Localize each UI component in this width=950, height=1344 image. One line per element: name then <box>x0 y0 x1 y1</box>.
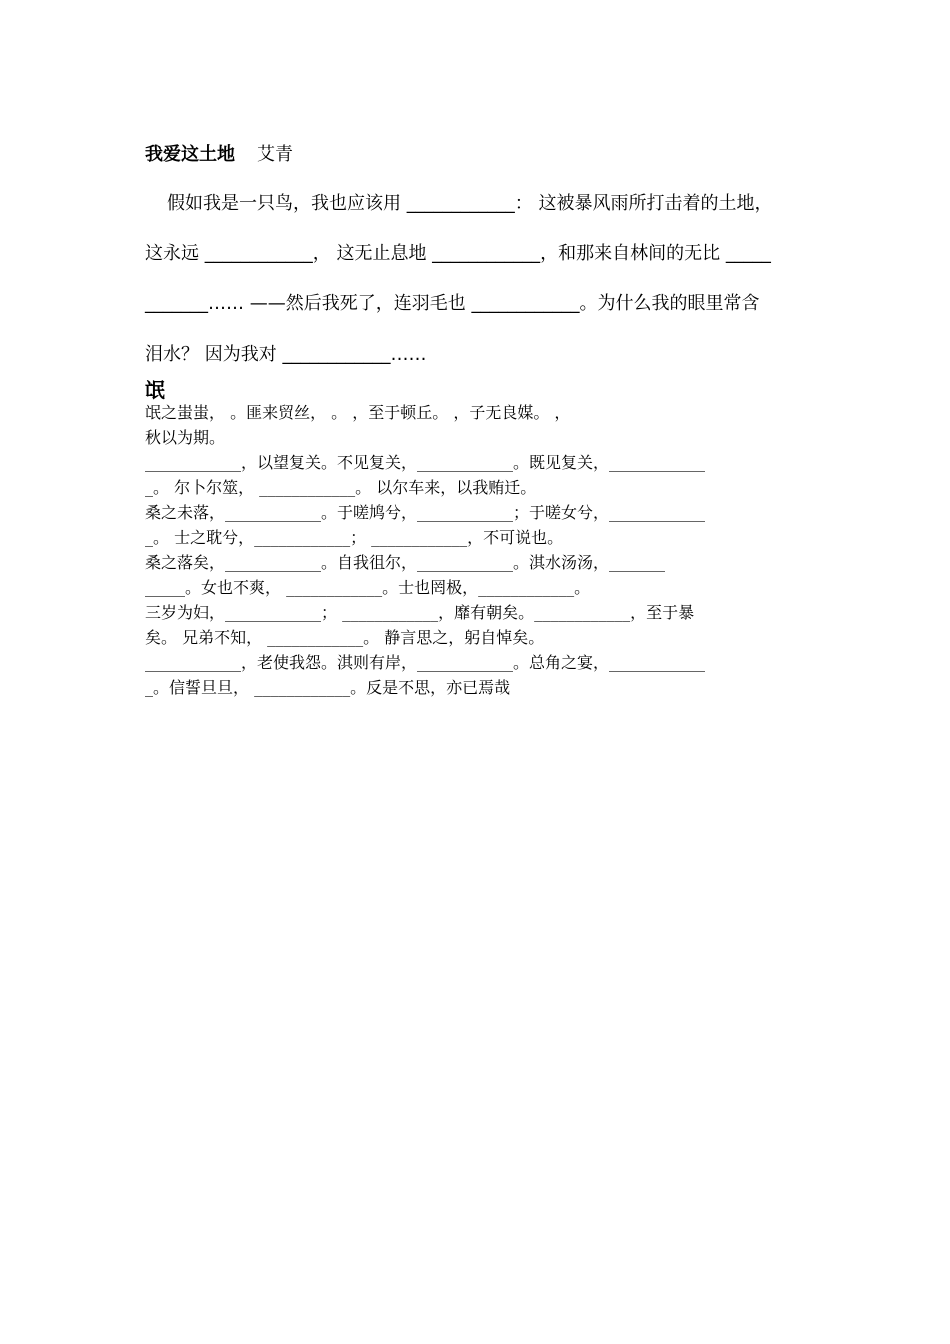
poem2-line-1: 氓之蚩蚩， 。匪来贸丝， 。 ，至于顿丘。 ，子无良媒。 ， <box>145 403 571 422</box>
poem1-line-4: 泪水？ 因为我对 ____________…… <box>145 344 427 365</box>
poem2-line-10: 矣。 兄弟不知， ____________。 静言思之，躬自悼矣。 <box>145 628 545 647</box>
poem2-line-6: _。 士之耽兮，____________； ____________，不可说也。 <box>145 528 564 547</box>
poem1-author: 艾青 <box>257 144 293 165</box>
poem2-line-8: _____。女也不爽， ____________。士也罔极，____________。 <box>145 578 591 597</box>
poem2-line-11: ____________，老使我怨。淇则有岸，____________。总角之宴，____________ <box>145 653 706 672</box>
poem1-line-1: 假如我是一只鸟，我也应该用 ____________： 这被暴风雨所打击着的土地， <box>167 193 773 214</box>
poem2-line-3: ____________，以望复关。不见复关，____________。既见复关，____________ <box>145 453 706 472</box>
poem1-heading <box>145 140 293 166</box>
poem2-title: 氓 <box>145 378 165 402</box>
poem2-line-4: _。 尔卜尔筮， ____________。 以尔车来，以我贿迁。 <box>145 478 537 497</box>
poem2-line-12: _。信誓旦旦， ____________。反是不思，亦已焉哉 <box>145 678 511 697</box>
poem2-line-5: 桑之未落，____________。于嗟鸠兮，____________；于嗟女兮，____________ <box>145 503 706 522</box>
poem2-line-7: 桑之落矣，____________。自我徂尔，____________。淇水汤汤，_______ <box>145 553 666 572</box>
poem1-line-3: _______…… ——然后我死了，连羽毛也 ____________。为什么我的眼里常含 <box>145 293 760 314</box>
poem2-line-9: 三岁为妇，____________； ____________，靡有朝矣。____________，至于暴 <box>145 603 695 622</box>
poem1-line-2: 这永远 ____________， 这无止息地 ____________，和那来自林间的无比 _____ <box>145 243 771 264</box>
poem2-line-2: 秋以为期。 <box>145 428 226 447</box>
poem1-title: 我爱这土地 <box>145 144 235 165</box>
